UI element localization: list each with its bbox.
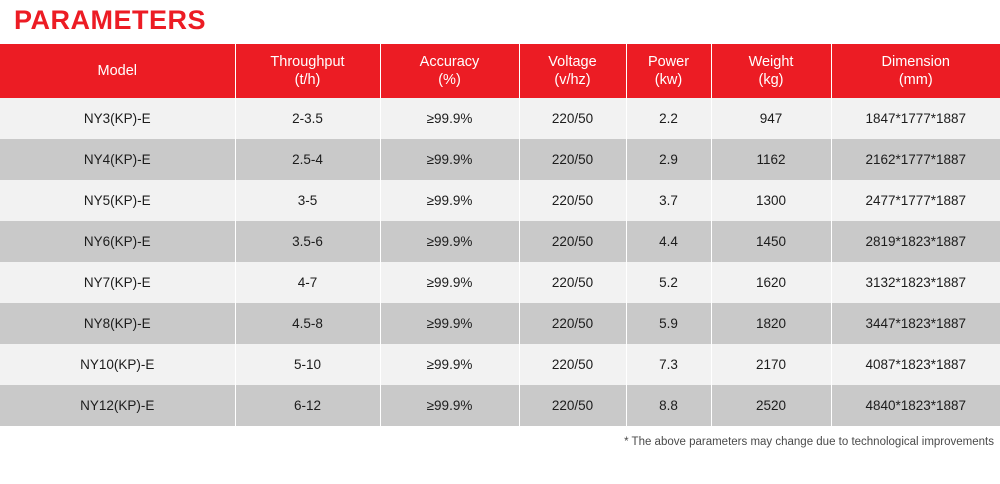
cell-accuracy: ≥99.9% [380, 98, 519, 139]
cell-weight: 1300 [711, 180, 831, 221]
header-line-1: Throughput [270, 53, 345, 70]
table-header-row [0, 44, 1000, 98]
header-line-1: Power [647, 53, 690, 70]
column-header-throughput [235, 44, 380, 98]
table-row [0, 180, 1000, 221]
cell-throughput: 4.5-8 [235, 303, 380, 344]
cell-dimension: 1847*1777*1887 [831, 98, 1000, 139]
cell-throughput: 3.5-6 [235, 221, 380, 262]
cell-model: NY12(KP)-E [0, 385, 235, 426]
column-header-power [626, 44, 711, 98]
cell-weight: 1450 [711, 221, 831, 262]
cell-model: NY8(KP)-E [0, 303, 235, 344]
cell-weight: 2170 [711, 344, 831, 385]
cell-dimension: 4087*1823*1887 [831, 344, 1000, 385]
cell-throughput: 2.5-4 [235, 139, 380, 180]
cell-model: NY7(KP)-E [0, 262, 235, 303]
header-line-1: Model [97, 62, 137, 79]
column-header-weight [711, 44, 831, 98]
header-line-2: (mm) [898, 71, 933, 88]
cell-dimension: 4840*1823*1887 [831, 385, 1000, 426]
header-line-1: Voltage [548, 53, 597, 70]
cell-dimension: 2819*1823*1887 [831, 221, 1000, 262]
cell-dimension: 3132*1823*1887 [831, 262, 1000, 303]
cell-accuracy: ≥99.9% [380, 262, 519, 303]
cell-power: 3.7 [626, 180, 711, 221]
header-line-2: (kw) [654, 71, 683, 88]
cell-dimension: 3447*1823*1887 [831, 303, 1000, 344]
cell-weight: 1820 [711, 303, 831, 344]
cell-power: 8.8 [626, 385, 711, 426]
cell-power: 5.9 [626, 303, 711, 344]
cell-weight: 1162 [711, 139, 831, 180]
cell-power: 7.3 [626, 344, 711, 385]
header-line-1: Weight [748, 53, 794, 70]
cell-power: 5.2 [626, 262, 711, 303]
cell-voltage: 220/50 [519, 98, 626, 139]
cell-throughput: 5-10 [235, 344, 380, 385]
cell-weight: 947 [711, 98, 831, 139]
cell-voltage: 220/50 [519, 385, 626, 426]
cell-voltage: 220/50 [519, 344, 626, 385]
cell-throughput: 6-12 [235, 385, 380, 426]
cell-throughput: 2-3.5 [235, 98, 380, 139]
cell-accuracy: ≥99.9% [380, 385, 519, 426]
cell-model: NY3(KP)-E [0, 98, 235, 139]
column-header-voltage [519, 44, 626, 98]
cell-accuracy: ≥99.9% [380, 344, 519, 385]
footnote: * The above parameters may change due to technological improvements [624, 435, 994, 448]
cell-weight: 1620 [711, 262, 831, 303]
header-line-1: Accuracy [419, 53, 480, 70]
column-header-accuracy [380, 44, 519, 98]
header-line-2: (t/h) [294, 71, 321, 88]
cell-throughput: 3-5 [235, 180, 380, 221]
cell-accuracy: ≥99.9% [380, 221, 519, 262]
column-header-dimension [831, 44, 1000, 98]
parameters-table [0, 44, 1000, 426]
cell-dimension: 2477*1777*1887 [831, 180, 1000, 221]
cell-power: 2.2 [626, 98, 711, 139]
cell-accuracy: ≥99.9% [380, 180, 519, 221]
cell-throughput: 4-7 [235, 262, 380, 303]
cell-model: NY5(KP)-E [0, 180, 235, 221]
table-row [0, 139, 1000, 180]
table-header [0, 44, 1000, 98]
header-line-1: Dimension [881, 53, 950, 70]
cell-voltage: 220/50 [519, 139, 626, 180]
cell-accuracy: ≥99.9% [380, 139, 519, 180]
table-body [0, 98, 1000, 426]
cell-model: NY10(KP)-E [0, 344, 235, 385]
table-row [0, 385, 1000, 426]
page-title: PARAMETERS [14, 5, 207, 35]
table-row [0, 98, 1000, 139]
header-line-2: (v/hz) [554, 71, 591, 88]
cell-voltage: 220/50 [519, 221, 626, 262]
cell-voltage: 220/50 [519, 262, 626, 303]
cell-power: 4.4 [626, 221, 711, 262]
cell-dimension: 2162*1777*1887 [831, 139, 1000, 180]
cell-accuracy: ≥99.9% [380, 303, 519, 344]
header-line-2: (kg) [758, 71, 784, 88]
cell-voltage: 220/50 [519, 180, 626, 221]
cell-model: NY6(KP)-E [0, 221, 235, 262]
table-row [0, 221, 1000, 262]
header-line-2: (%) [438, 71, 461, 88]
cell-power: 2.9 [626, 139, 711, 180]
cell-model: NY4(KP)-E [0, 139, 235, 180]
column-header-model [0, 44, 235, 98]
table-row [0, 303, 1000, 344]
table-row [0, 344, 1000, 385]
cell-weight: 2520 [711, 385, 831, 426]
table-row [0, 262, 1000, 303]
cell-voltage: 220/50 [519, 303, 626, 344]
